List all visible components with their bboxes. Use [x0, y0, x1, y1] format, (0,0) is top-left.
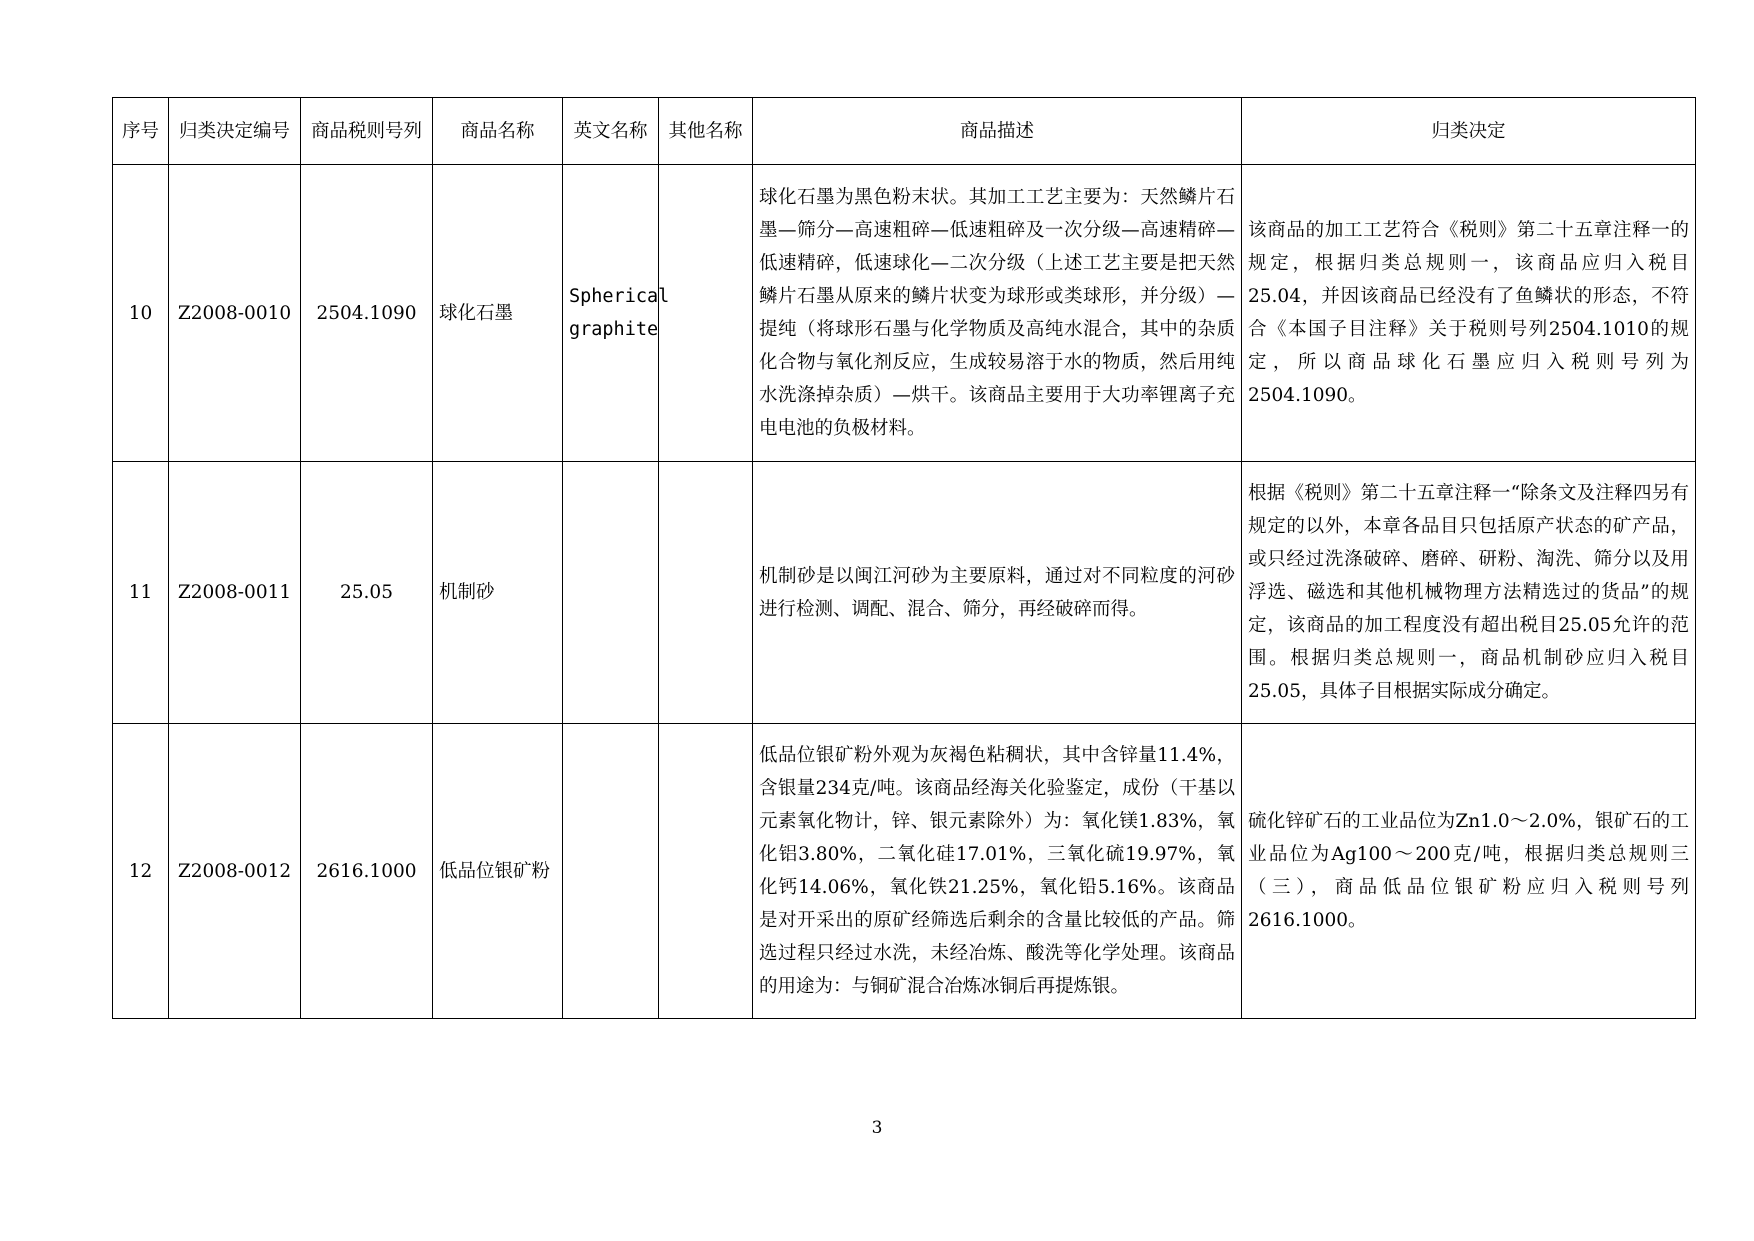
row-decision: 该商品的加工工艺符合《税则》第二十五章注释一的规定，根据归类总规则一，该商品应归入税目25.04，并因该商品已经没有了鱼鳞状的形态，不符合《本国子目注释》关于税则号列2504.1010的规定，所以商品球化石墨应归入税则号列为2504.1090。	[1242, 165, 1696, 462]
row-other	[659, 462, 753, 724]
table-row	[113, 724, 1696, 1019]
row-tariff-no: 25.05	[301, 462, 433, 724]
header-seq: 序号	[113, 98, 169, 165]
row-english	[563, 724, 659, 1019]
row-seq: 11	[113, 462, 169, 724]
header-decision: 归类决定	[1242, 98, 1696, 165]
header-tariff-no: 商品税则号列	[301, 98, 433, 165]
table-row	[113, 462, 1696, 724]
row-other	[659, 724, 753, 1019]
row-english: Spherical graphite	[563, 165, 659, 462]
header-other: 其他名称	[659, 98, 753, 165]
header-name: 商品名称	[433, 98, 563, 165]
classification-table	[112, 97, 1696, 1019]
row-description: 低品位银矿粉外观为灰褐色粘稠状，其中含锌量11.4%，含银量234克/吨。该商品经海关化验鉴定，成份（干基以元素氧化物计，锌、银元素除外）为：氧化镁1.83%，氧化铝3.80%，二氧化硅17.01%，三氧化硫19.97%，氧化钙14.06%，氧化铁21.25%，氧化铅5.16%。该商品是对开采出的原矿经筛选后剩余的含量比较低的产品。筛选过程只经过水洗，未经冶炼、酸洗等化学处理。该商品的用途为：与铜矿混合冶炼冰铜后再提炼银。	[753, 724, 1242, 1019]
table-row	[113, 165, 1696, 462]
row-description: 机制砂是以闽江河砂为主要原料，通过对不同粒度的河砂进行检测、调配、混合、筛分，再经破碎而得。	[753, 462, 1242, 724]
row-decision-no: Z2008-0010	[169, 165, 301, 462]
row-tariff-no: 2504.1090	[301, 165, 433, 462]
header-english: 英文名称	[563, 98, 659, 165]
row-other	[659, 165, 753, 462]
row-name: 机制砂	[433, 462, 563, 724]
page-number: 3	[871, 1118, 883, 1138]
row-name: 球化石墨	[433, 165, 563, 462]
row-seq: 12	[113, 724, 169, 1019]
row-decision: 根据《税则》第二十五章注释一“除条文及注释四另有规定的以外，本章各品目只包括原产状态的矿产品，或只经过洗涤破碎、磨碎、研粉、淘洗、筛分以及用浮选、磁选和其他机械物理方法精选过的货品”的规定，该商品的加工程度没有超出税目25.05允许的范围。根据归类总规则一，商品机制砂应归入税目25.05，具体子目根据实际成分确定。	[1242, 462, 1696, 724]
row-seq: 10	[113, 165, 169, 462]
row-name: 低品位银矿粉	[433, 724, 563, 1019]
header-description: 商品描述	[753, 98, 1242, 165]
row-tariff-no: 2616.1000	[301, 724, 433, 1019]
row-english	[563, 462, 659, 724]
header-row	[113, 98, 1696, 165]
row-decision-no: Z2008-0012	[169, 724, 301, 1019]
row-decision-no: Z2008-0011	[169, 462, 301, 724]
row-description: 球化石墨为黑色粉末状。其加工工艺主要为：天然鳞片石墨—筛分—高速粗碎—低速粗碎及一次分级—高速精碎—低速精碎，低速球化—二次分级（上述工艺主要是把天然鳞片石墨从原来的鳞片状变为球形或类球形，并分级）—提纯（将球形石墨与化学物质及高纯水混合，其中的杂质化合物与氧化剂反应，生成较易溶于水的物质，然后用纯水洗涤掉杂质）—烘干。该商品主要用于大功率锂离子充电电池的负极材料。	[753, 165, 1242, 462]
header-decision-no: 归类决定编号	[169, 98, 301, 165]
row-decision: 硫化锌矿石的工业品位为Zn1.0～2.0%，银矿石的工业品位为Ag100～200克/吨，根据归类总规则三（三），商品低品位银矿粉应归入税则号列2616.1000。	[1242, 724, 1696, 1019]
